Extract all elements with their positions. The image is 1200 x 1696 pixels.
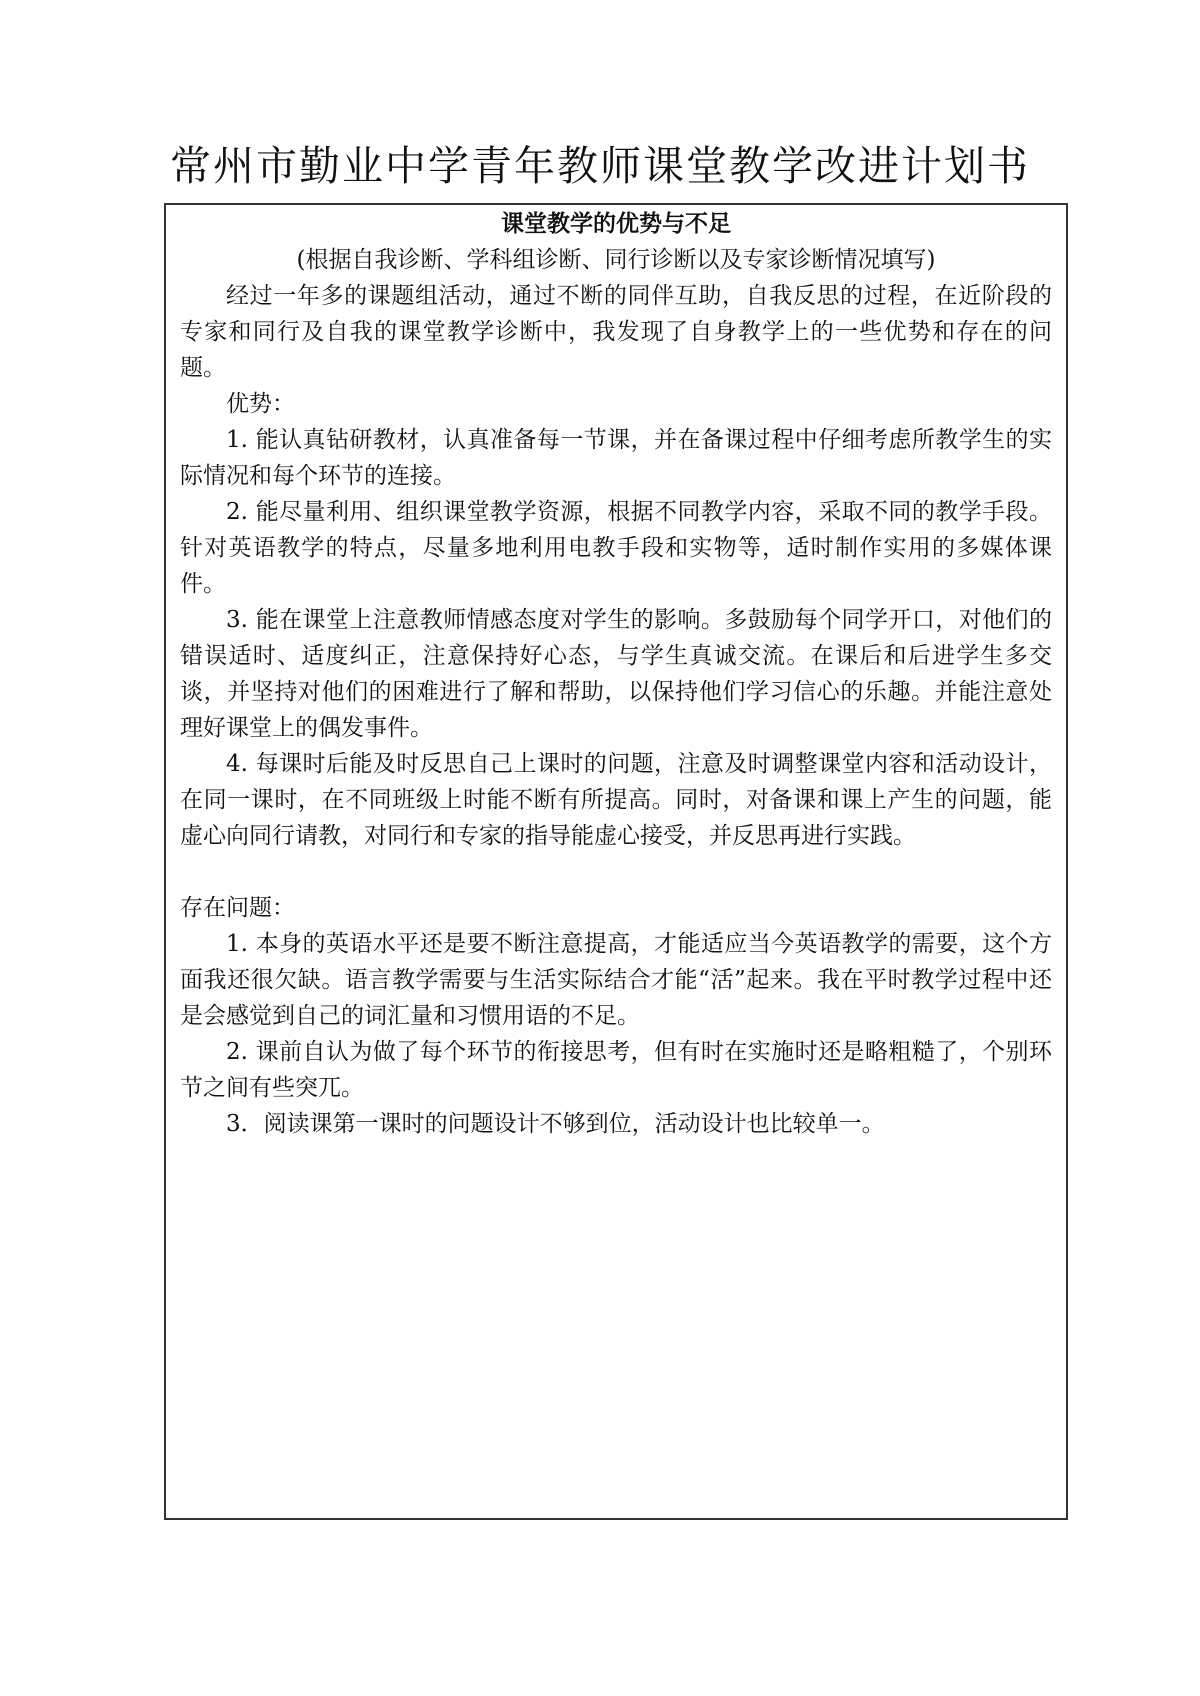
intro-paragraph: 经过一年多的课题组活动，通过不断的同伴互助，自我反思的过程，在近阶段的专家和同行及自我的课堂教学诊断中，我发现了自身教学上的一些优势和存在的问题。 <box>180 283 1052 381</box>
document-title: 常州市勤业中学青年教师课堂教学改进计划书 <box>170 142 1030 190</box>
section-note: (根据自我诊断、学科组诊断、同行诊断以及专家诊断情况填写) <box>296 247 936 273</box>
strength-item-2: 2. 能尽量利用、组织课堂教学资源，根据不同教学内容，采取不同的教学手段。针对英语教学的特点，尽量多地利用电教手段和实物等，适时制作实用的多媒体课件。 <box>180 499 1052 597</box>
section-heading: 课堂教学的优势与不足 <box>501 210 731 237</box>
problems-label: 存在问题： <box>180 895 295 921</box>
strength-item-3: 3. 能在课堂上注意教师情感态度对学生的影响。多鼓励每个同学开口，对他们的错误适时、适度纠正，注意保持好心态，与学生真诚交流。在课后和后进学生多交谈，并坚持对他们的困难进行了解和帮助，以保持他们学习信心的乐趣。并能注意处理好课堂上的偶发事件。 <box>180 607 1052 741</box>
content-frame <box>164 203 1068 1520</box>
strengths-label: 优势： <box>226 391 295 417</box>
section-content <box>166 205 1066 1142</box>
problem-item-3: 3．阅读课第一课时的问题设计不够到位，活动设计也比较单一。 <box>226 1111 885 1137</box>
strength-item-4: 4. 每课时后能及时反思自己上课时的问题，注意及时调整课堂内容和活动设计，在同一课时，在不同班级上时能不断有所提高。同时，对备课和课上产生的问题，能虚心向同行请教，对同行和专家的指导能虚心接受，并反思再进行实践。 <box>180 751 1052 849</box>
problem-item-2: 2. 课前自认为做了每个环节的衔接思考，但有时在实施时还是略粗糙了，个别环节之间有些突兀。 <box>180 1039 1052 1101</box>
problem-item-1: 1. 本身的英语水平还是要不断注意提高，才能适应当今英语教学的需要，这个方面我还很欠缺。语言教学需要与生活实际结合才能“活”起来。我在平时教学过程中还是会感觉到自己的词汇量和习惯用语的不足。 <box>180 931 1052 1029</box>
strength-item-1: 1. 能认真钻研教材，认真准备每一节课，并在备课过程中仔细考虑所教学生的实际情况和每个环节的连接。 <box>180 427 1052 489</box>
